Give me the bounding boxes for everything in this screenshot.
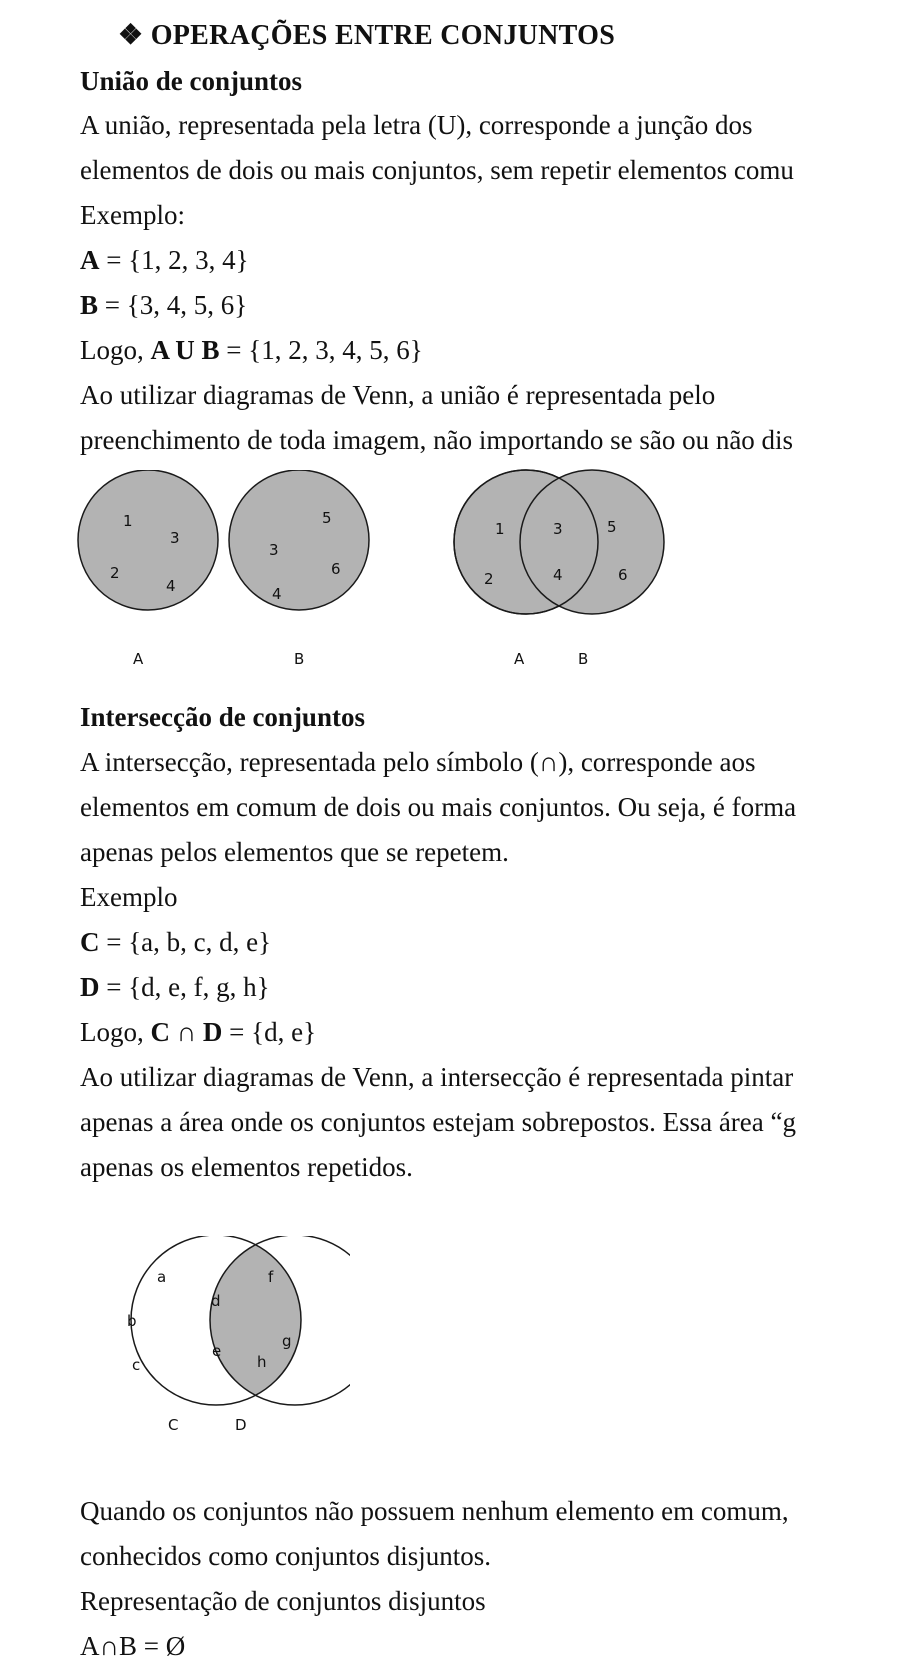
- set-b-label: B: [294, 650, 305, 668]
- intersection-result-prefix: Logo,: [80, 1017, 151, 1047]
- set-d-name: D: [80, 972, 100, 1002]
- union-result-expression: A U B: [150, 335, 220, 365]
- union-heading: União de conjuntos: [80, 66, 303, 96]
- union-result-elements: = {1, 2, 3, 4, 5, 6}: [219, 335, 423, 365]
- union-separate-venn-diagram: [70, 470, 390, 680]
- element-6: 6: [331, 560, 341, 578]
- set-a-elements: = {1, 2, 3, 4}: [99, 245, 249, 275]
- union-set-b-definition: [80, 288, 247, 322]
- intersection-paragraph-line-2: elementos em comum de dois ou mais conjuntos. Ou seja, é forma: [80, 792, 797, 822]
- disjoint-paragraph-line-2: conhecidos como conjuntos disjuntos.: [80, 1541, 491, 1571]
- union-example-label: Exemplo:: [80, 200, 185, 230]
- element-e: e: [212, 1342, 222, 1360]
- set-b-label: B: [578, 650, 589, 668]
- set-c-label: C: [168, 1416, 179, 1434]
- disjoint-formula: A∩B = Ø: [80, 1631, 186, 1661]
- set-b-circle: [229, 470, 369, 610]
- set-c-elements: = {a, b, c, d, e}: [99, 927, 272, 957]
- intersection-paragraph-line-3: apenas pelos elementos que se repetem.: [80, 837, 509, 867]
- union-result-prefix: Logo,: [80, 335, 151, 365]
- intersection-heading: Intersecção de conjuntos: [80, 702, 365, 732]
- disjoint-representation-label: Representação de conjuntos disjuntos: [80, 1586, 486, 1616]
- element-1: 1: [495, 520, 505, 538]
- union-overlap-venn-diagram: [430, 466, 680, 680]
- disjoint-paragraph-line-1: Quando os conjuntos não possuem nenhum elemento em comum,: [80, 1496, 789, 1526]
- element-4: 4: [553, 566, 563, 584]
- element-3: 3: [553, 520, 563, 538]
- intersection-result-expression: C ∩ D: [150, 1017, 223, 1047]
- union-set-a-definition: [80, 243, 249, 277]
- intersection-example-label: Exemplo: [80, 882, 178, 912]
- set-a-circle: [78, 470, 218, 610]
- union-paragraph-line-1: A união, representada pela letra (U), corresponde a junção dos: [80, 110, 753, 140]
- element-4: 4: [166, 577, 176, 595]
- intersection-venn-paragraph-line-1: Ao utilizar diagramas de Venn, a intersecção é representada pintar: [80, 1062, 794, 1092]
- union-paragraph-line-2: elementos de dois ou mais conjuntos, sem repetir elementos comu: [80, 155, 794, 185]
- element-1: 1: [123, 512, 133, 530]
- set-a-name: A: [80, 245, 100, 275]
- intersection-paragraph-line-1: A intersecção, representada pelo símbolo (∩), corresponde aos: [80, 747, 756, 777]
- element-5: 5: [607, 518, 617, 536]
- set-d-elements: = {d, e, f, g, h}: [99, 972, 270, 1002]
- intersection-set-d-definition: [80, 970, 270, 1004]
- intersection-venn-diagram: [100, 1236, 350, 1436]
- union-result: [80, 333, 423, 367]
- element-d: d: [211, 1292, 221, 1310]
- intersection-set-c-definition: [80, 925, 271, 959]
- element-6: 6: [618, 566, 628, 584]
- element-4: 4: [272, 585, 282, 603]
- element-2: 2: [110, 564, 120, 582]
- element-5: 5: [322, 509, 332, 527]
- set-b-circle: [520, 470, 664, 614]
- element-h: h: [257, 1353, 267, 1371]
- element-a: a: [157, 1268, 167, 1286]
- set-b-elements: = {3, 4, 5, 6}: [98, 290, 248, 320]
- intersection-result-elements: = {d, e}: [222, 1017, 317, 1047]
- union-venn-paragraph-line-2: preenchimento de toda imagem, não importando se são ou não dis: [80, 425, 794, 455]
- element-c: c: [132, 1356, 141, 1374]
- union-venn-paragraph-line-1: Ao utilizar diagramas de Venn, a união é representada pelo: [80, 380, 716, 410]
- element-f: f: [268, 1268, 274, 1286]
- page-title: ❖ OPERAÇÕES ENTRE CONJUNTOS: [118, 20, 616, 51]
- set-b-name: B: [80, 290, 99, 320]
- element-3: 3: [170, 529, 180, 547]
- set-d-label: D: [235, 1416, 247, 1434]
- intersection-result: [80, 1015, 316, 1049]
- intersection-venn-paragraph-line-3: apenas os elementos repetidos.: [80, 1152, 413, 1182]
- set-a-label: A: [514, 650, 525, 668]
- set-a-label: A: [133, 650, 144, 668]
- element-3: 3: [269, 541, 279, 559]
- element-2: 2: [484, 570, 494, 588]
- element-g: g: [282, 1332, 292, 1350]
- element-b: b: [127, 1312, 137, 1330]
- intersection-area: [210, 1236, 350, 1405]
- set-c-name: C: [80, 927, 100, 957]
- intersection-venn-paragraph-line-2: apenas a área onde os conjuntos estejam sobrepostos. Essa área “g: [80, 1107, 797, 1137]
